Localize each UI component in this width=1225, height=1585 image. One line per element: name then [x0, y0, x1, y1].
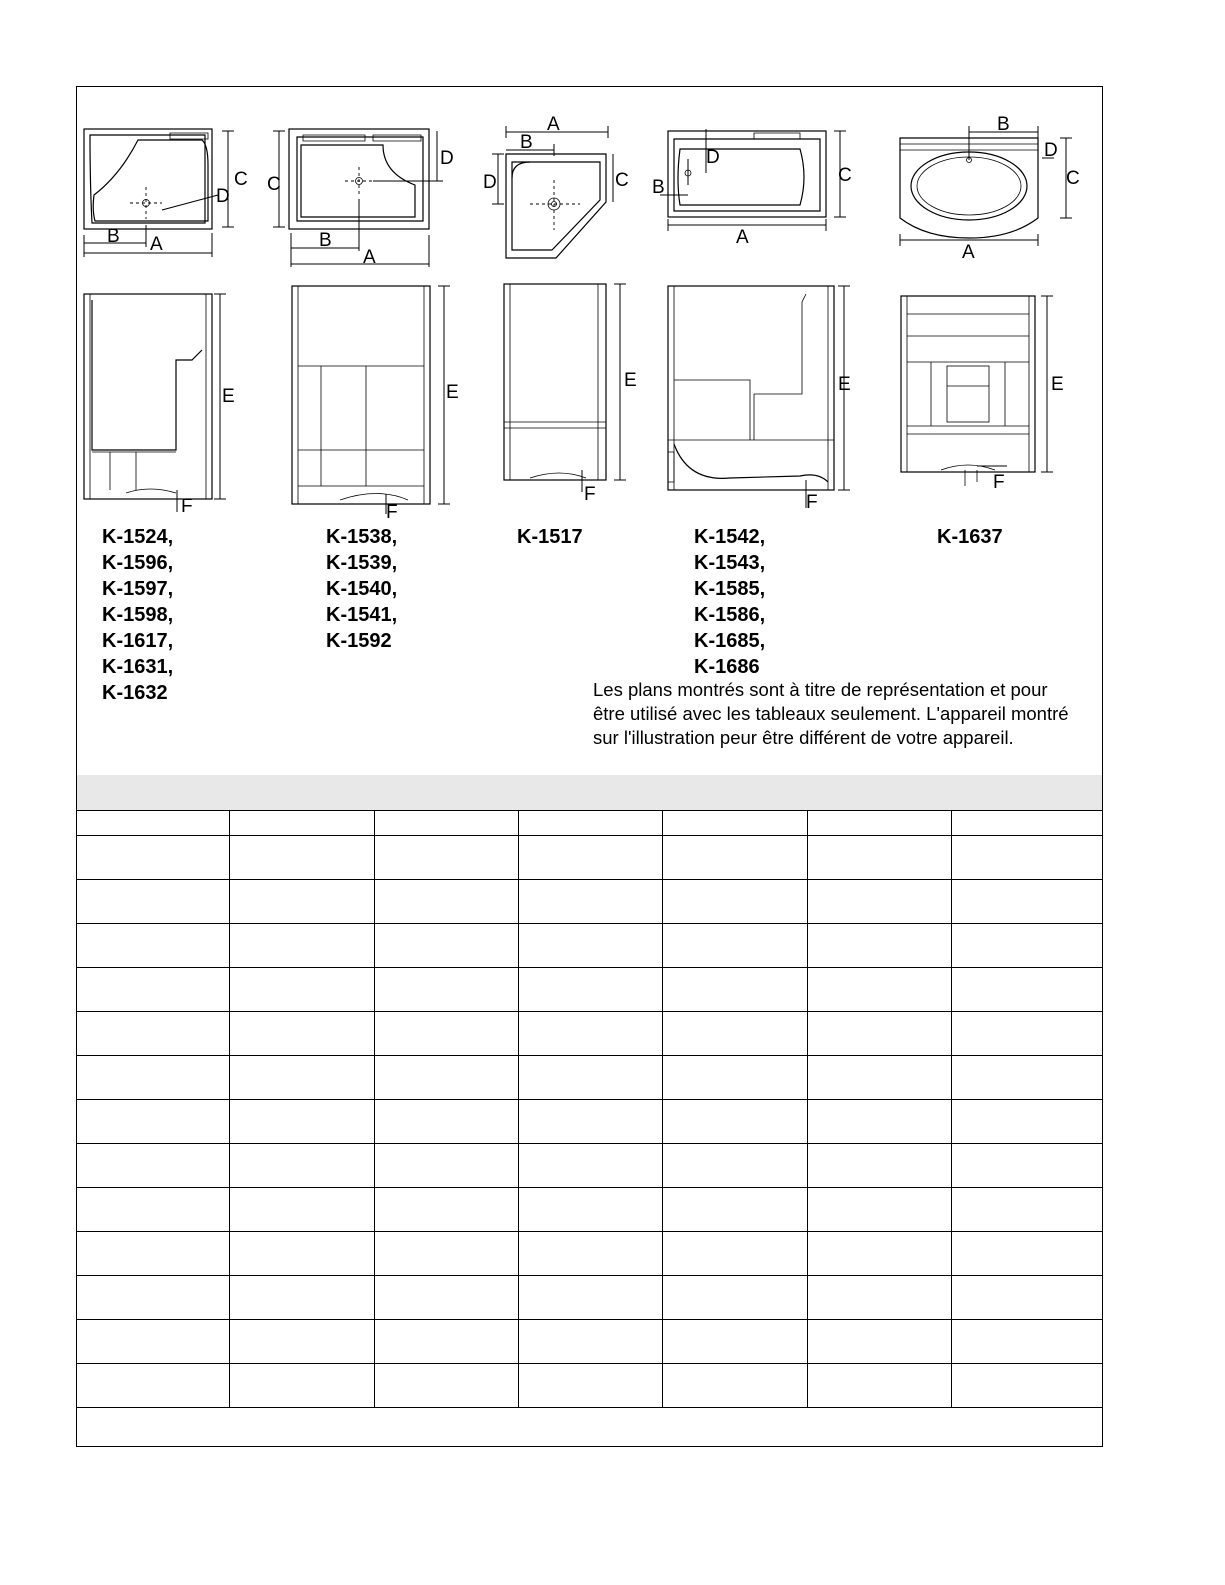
plan-label: D: [706, 147, 720, 168]
plan-label: B: [319, 230, 332, 251]
elevation-label: E: [838, 374, 851, 395]
table-cell: [951, 1364, 1102, 1408]
table-cell: [229, 1144, 374, 1188]
table-cell: [951, 880, 1102, 924]
table-cell: [518, 1276, 662, 1320]
table-header-cell: [374, 811, 518, 836]
table-header-cell: [662, 811, 807, 836]
table-cell: [77, 1188, 229, 1232]
model-number: K-1543,: [694, 552, 766, 574]
plan-label: D: [1044, 140, 1058, 161]
model-number: K-1592: [326, 630, 392, 652]
plan-view-k1538: [265, 125, 465, 270]
disclaimer-line: sur l'illustration peur être différent de votre appareil.: [593, 727, 1014, 748]
table-row: [77, 1100, 1102, 1144]
plan-label: A: [547, 114, 560, 135]
table-cell: [77, 924, 229, 968]
elevation-label: E: [222, 386, 235, 407]
table-cell: [662, 1188, 807, 1232]
table-cell: [374, 1100, 518, 1144]
table-cell: [77, 1144, 229, 1188]
model-number: K-1585,: [694, 578, 766, 600]
table-cell: [374, 924, 518, 968]
table-cell: [518, 924, 662, 968]
elevation-label: E: [1051, 374, 1064, 395]
table-cell: [374, 1144, 518, 1188]
table-cell: [229, 1276, 374, 1320]
table-cell: [374, 836, 518, 880]
table-cell: [518, 1056, 662, 1100]
model-number: K-1632: [102, 682, 168, 704]
table-row: [77, 1012, 1102, 1056]
table-cell: [374, 1320, 518, 1364]
table-cell: [229, 924, 374, 968]
table-cell: [951, 968, 1102, 1012]
plan-label: B: [997, 114, 1010, 135]
table-row: [77, 1320, 1102, 1364]
table-cell: [662, 968, 807, 1012]
model-number: K-1598,: [102, 604, 174, 626]
table-header-cell: [229, 811, 374, 836]
model-number: K-1597,: [102, 578, 174, 600]
table-cell: [807, 836, 951, 880]
model-number: K-1540,: [326, 578, 398, 600]
table-cell: [518, 880, 662, 924]
table-row: [77, 1188, 1102, 1232]
table-cell: [229, 1012, 374, 1056]
table-cell: [77, 1320, 229, 1364]
table-cell: [662, 836, 807, 880]
table-cell: [77, 968, 229, 1012]
table-cell: [518, 1188, 662, 1232]
elevation-view-k1538: [288, 282, 468, 523]
table-cell: [77, 1100, 229, 1144]
table-cell: [77, 880, 229, 924]
model-number: K-1517: [517, 526, 583, 548]
table-cell: [662, 1100, 807, 1144]
table-cell: [77, 1232, 229, 1276]
table-cell: [518, 1232, 662, 1276]
model-number: K-1637: [937, 526, 1003, 548]
plan-label: C: [267, 174, 281, 195]
elevation-label: F: [993, 472, 1005, 493]
plan-label: A: [150, 234, 163, 255]
table-cell: [374, 1188, 518, 1232]
dimensions-table: [77, 810, 1102, 1408]
table-cell: [518, 1144, 662, 1188]
model-number: K-1596,: [102, 552, 174, 574]
table-cell: [77, 1276, 229, 1320]
table-cell: [77, 1364, 229, 1408]
plan-label: D: [216, 186, 230, 207]
table-cell: [662, 880, 807, 924]
table-cell: [951, 924, 1102, 968]
table-header-cell: [807, 811, 951, 836]
elevation-label: F: [386, 502, 398, 523]
table-cell: [374, 1276, 518, 1320]
table-cell: [807, 1144, 951, 1188]
elevation-view-k1542: [660, 282, 860, 512]
table-cell: [951, 1276, 1102, 1320]
table-cell: [662, 1364, 807, 1408]
table-cell: [518, 1012, 662, 1056]
elevation-view-k1524: [80, 290, 240, 515]
table-cell: [951, 1188, 1102, 1232]
elevation-label: F: [584, 484, 596, 505]
plan-label: C: [615, 170, 629, 191]
table-header-cell: [518, 811, 662, 836]
table-cell: [807, 1056, 951, 1100]
plan-label: B: [107, 226, 120, 247]
table-cell: [374, 880, 518, 924]
table-row: [77, 1056, 1102, 1100]
disclaimer-line: être utilisé avec les tableaux seulement. L'appareil montré: [593, 703, 1069, 724]
table-cell: [807, 1012, 951, 1056]
table-cell: [951, 1100, 1102, 1144]
plan-view-k1517: [480, 110, 640, 270]
table-cell: [807, 1232, 951, 1276]
table-cell: [662, 1012, 807, 1056]
elevation-view-k1517: [500, 280, 650, 505]
table-header-row: [77, 811, 1102, 836]
model-number: K-1538,: [326, 526, 398, 548]
table-cell: [807, 1276, 951, 1320]
table-cell: [518, 1320, 662, 1364]
table-cell: [229, 1320, 374, 1364]
table-cell: [807, 924, 951, 968]
table-cell: [229, 1100, 374, 1144]
model-list-k1542: [694, 524, 765, 680]
model-number: K-1539,: [326, 552, 398, 574]
table-cell: [662, 1056, 807, 1100]
plan-label: C: [838, 165, 852, 186]
table-cell: [662, 1144, 807, 1188]
model-number: K-1524,: [102, 526, 174, 548]
plan-view-k1542: [650, 125, 860, 250]
plan-label: D: [440, 148, 454, 169]
table-cell: [662, 924, 807, 968]
table-row: [77, 1364, 1102, 1408]
table-cell: [951, 1320, 1102, 1364]
model-number: K-1685,: [694, 630, 766, 652]
table-cell: [374, 1232, 518, 1276]
table-row: [77, 1276, 1102, 1320]
table-cell: [951, 836, 1102, 880]
table-cell: [951, 1056, 1102, 1100]
disclaimer-text: [593, 678, 1105, 750]
table-cell: [229, 836, 374, 880]
table-cell: [518, 1100, 662, 1144]
table-cell: [807, 1100, 951, 1144]
table-cell: [662, 1276, 807, 1320]
plan-label: A: [962, 242, 975, 263]
table-row: [77, 968, 1102, 1012]
model-list-k1637: [937, 524, 1003, 550]
table-cell: [229, 1364, 374, 1408]
plan-label: A: [736, 227, 749, 248]
table-cell: [518, 1364, 662, 1408]
elevation-label: E: [446, 382, 459, 403]
table-cell: [518, 968, 662, 1012]
table-cell: [807, 1188, 951, 1232]
model-number: K-1542,: [694, 526, 766, 548]
table-cell: [77, 836, 229, 880]
table-header-cell: [77, 811, 229, 836]
elevation-label: F: [181, 496, 193, 517]
model-list-k1538: [326, 524, 397, 654]
table-body: [77, 811, 1102, 1408]
table-cell: [807, 1364, 951, 1408]
table-row: [77, 924, 1102, 968]
plan-label: A: [363, 247, 376, 268]
table-cell: [229, 1056, 374, 1100]
model-number: K-1631,: [102, 656, 174, 678]
table-cell: [662, 1232, 807, 1276]
table-cell: [807, 1320, 951, 1364]
disclaimer-line: Les plans montrés sont à titre de représentation et pour: [593, 679, 1048, 700]
model-number: K-1686: [694, 656, 760, 678]
table-cell: [374, 1012, 518, 1056]
table-cell: [807, 968, 951, 1012]
table-row: [77, 836, 1102, 880]
table-cell: [518, 836, 662, 880]
table-cell: [807, 880, 951, 924]
elevation-label: E: [624, 370, 637, 391]
model-number: K-1541,: [326, 604, 398, 626]
table-cell: [229, 968, 374, 1012]
plan-label: C: [234, 169, 248, 190]
table-row: [77, 1144, 1102, 1188]
table-cell: [77, 1012, 229, 1056]
plan-label: B: [520, 132, 533, 153]
table-row: [77, 880, 1102, 924]
table-cell: [229, 880, 374, 924]
plan-label: C: [1066, 168, 1080, 189]
table-row: [77, 1232, 1102, 1276]
plan-label: B: [652, 177, 665, 198]
elevation-label: F: [806, 492, 818, 513]
table-cell: [374, 968, 518, 1012]
plan-view-k1524: [80, 125, 250, 260]
table-cell: [229, 1188, 374, 1232]
table-cell: [374, 1056, 518, 1100]
table-cell: [951, 1232, 1102, 1276]
table-header-band: [77, 775, 1102, 810]
table-header-cell: [951, 811, 1102, 836]
model-number: K-1617,: [102, 630, 174, 652]
model-list-k1517: [517, 524, 583, 550]
plan-view-k1637: [892, 110, 1092, 265]
elevation-view-k1637: [895, 290, 1085, 500]
model-number: K-1586,: [694, 604, 766, 626]
model-list-k1524: [102, 524, 173, 706]
table-cell: [951, 1144, 1102, 1188]
table-cell: [229, 1232, 374, 1276]
table-cell: [77, 1056, 229, 1100]
table-cell: [374, 1364, 518, 1408]
table-cell: [662, 1320, 807, 1364]
table-cell: [951, 1012, 1102, 1056]
plan-label: D: [483, 172, 497, 193]
